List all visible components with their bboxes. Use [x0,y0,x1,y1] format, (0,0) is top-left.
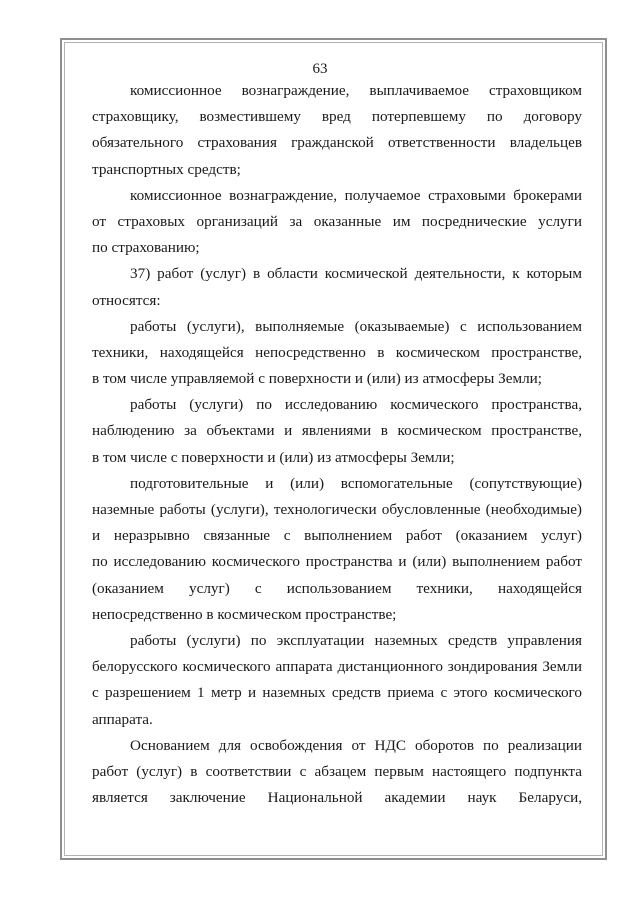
paragraph-commission-brokers [92,183,582,262]
text-line: по исследованию космического пространства и (или) выполнением работ [92,553,582,571]
text-line: наблюдению за объектами и явлениями в космическом пространстве, [92,422,582,440]
text-line: непосредственно в космическом пространстве; [92,605,397,623]
text-line: Основанием для освобождения от НДС оборотов по реализации [130,736,582,754]
text-line: работ (услуг) в соответствии с абзацем первым настоящего подпункта [92,762,582,780]
text-line: обязательного страхования гражданской ответственности владельцев [92,134,582,152]
text-line: комиссионное вознаграждение, выплачиваемое страховщиком [130,82,582,99]
text-line: и неразрывно связанные с выполнением работ (оказанием услуг) [92,527,582,545]
text-line: белорусского космического аппарата дистанционного зондирования Земли [92,658,582,676]
text-line: 37) работ (услуг) в области космической деятельности, к которым [130,265,582,283]
text-line: с разрешением 1 метр и наземных средств приема с этого космического [92,684,582,702]
paragraph-space-technique [92,314,582,393]
text-line: (оказанием услуг) с использованием техники, находящейся [92,579,582,597]
paragraph-ground-works [92,471,582,628]
text-line: является заключение Национальной академии наук Беларуси, [92,789,582,807]
text-line: страховщику, возместившему вред потерпевшему по договору [92,108,582,126]
text-line: наземные работы (услуги), технологически обусловленные (необходимые) [92,501,582,518]
paragraph-vat-basis [92,733,582,812]
text-line: по страхованию; [92,239,200,257]
text-line: в том числе управляемой с поверхности и (или) из атмосферы Земли; [92,370,543,388]
paragraph-space-research [92,392,582,471]
text-line: работы (услуги) по эксплуатации наземных средств управления [130,631,582,649]
text-line: работы (услуги) по исследованию космического пространства, [130,396,582,414]
text-line: от страховых организаций за оказанные им посреднические услуги [92,212,582,230]
text-line: относятся: [92,291,161,309]
paragraph-commission-insurer [92,78,582,183]
text-line: подготовительные и (или) вспомогательные (сопутствующие) [130,474,582,492]
paragraph-satellite-operation [92,628,582,733]
text-line: техники, находящейся непосредственно в космическом пространстве, [92,343,582,361]
page-number: 63 [312,61,328,77]
text-line: комиссионное вознаграждение, получаемое страховыми брокерами [130,186,582,204]
text-line: аппарата. [92,710,153,728]
text-line: работы (услуги), выполняемые (оказываемые) с использованием [130,317,582,335]
paragraph-item-37 [92,261,582,313]
document-body [92,78,582,811]
text-line: в том числе с поверхности и (или) из атмосферы Земли; [92,448,455,466]
text-line: транспортных средств; [92,160,241,178]
